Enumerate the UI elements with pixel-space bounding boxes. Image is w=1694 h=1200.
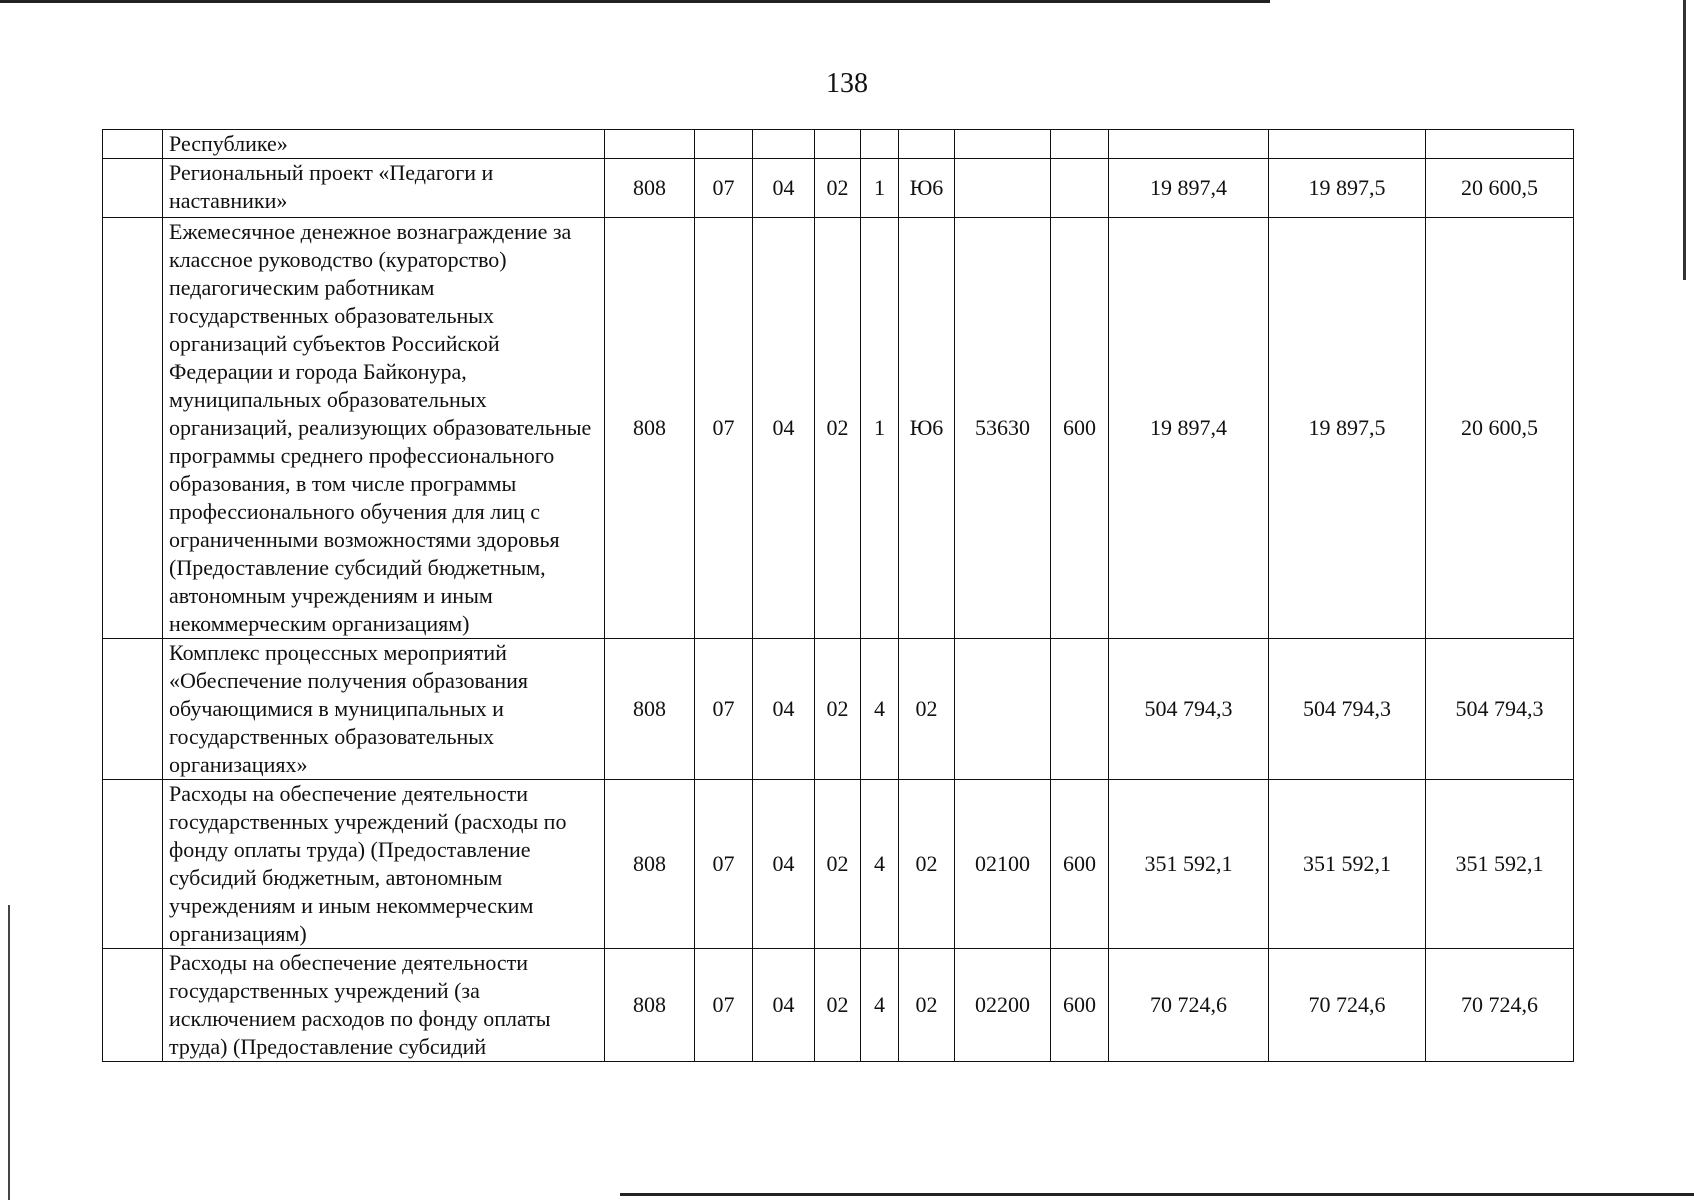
value-year-2: 19 897,5 [1269, 159, 1426, 218]
value-year-3: 70 724,6 [1426, 949, 1574, 1062]
row-name: Комплекс процессных мероприятий «Обеспечение получения образования обучающимися в муниципальных и государственных образовательных организациях» [163, 639, 605, 780]
value-year-3: 504 794,3 [1426, 639, 1574, 780]
code-subsection: 04 [753, 159, 815, 218]
value-year-3 [1426, 130, 1574, 159]
code-project: Ю6 [899, 218, 955, 639]
row-index-cell [103, 949, 163, 1062]
code-type: 4 [861, 949, 899, 1062]
value-year-2: 19 897,5 [1269, 218, 1426, 639]
value-year-2: 504 794,3 [1269, 639, 1426, 780]
code-section: 07 [695, 218, 753, 639]
code-program [815, 130, 861, 159]
table-row [103, 780, 1574, 949]
value-year-3: 20 600,5 [1426, 218, 1574, 639]
code-type: 1 [861, 159, 899, 218]
code-section: 07 [695, 949, 753, 1062]
scan-edge-left [8, 905, 10, 1200]
row-index-cell [103, 159, 163, 218]
code-project: 02 [899, 949, 955, 1062]
table-row [103, 639, 1574, 780]
value-year-1: 504 794,3 [1109, 639, 1269, 780]
code-direction: 02200 [955, 949, 1051, 1062]
code-program: 02 [815, 780, 861, 949]
code-direction [955, 159, 1051, 218]
code-ministry [605, 130, 695, 159]
value-year-1: 70 724,6 [1109, 949, 1269, 1062]
code-project: 02 [899, 780, 955, 949]
code-project: 02 [899, 639, 955, 780]
code-program: 02 [815, 218, 861, 639]
code-program: 02 [815, 159, 861, 218]
table-row [103, 218, 1574, 639]
scan-edge-top [0, 0, 1270, 3]
code-type: 1 [861, 218, 899, 639]
code-ministry: 808 [605, 780, 695, 949]
code-subsection: 04 [753, 949, 815, 1062]
row-index-cell [103, 780, 163, 949]
value-year-1: 351 592,1 [1109, 780, 1269, 949]
code-subsection: 04 [753, 218, 815, 639]
code-ministry: 808 [605, 639, 695, 780]
code-direction: 02100 [955, 780, 1051, 949]
page-number: 138 [826, 68, 868, 99]
code-project [899, 130, 955, 159]
code-expense-type: 600 [1051, 218, 1109, 639]
code-type [861, 130, 899, 159]
row-index-cell [103, 639, 163, 780]
code-ministry: 808 [605, 949, 695, 1062]
scan-edge-right [1683, 0, 1686, 280]
value-year-1: 19 897,4 [1109, 159, 1269, 218]
code-expense-type [1051, 130, 1109, 159]
table-row [103, 130, 1574, 159]
code-subsection: 04 [753, 780, 815, 949]
code-section: 07 [695, 159, 753, 218]
row-name: Ежемесячное денежное вознаграждение за классное руководство (кураторство) педагогическим работникам государственных образовательных организаций субъектов Российской Федерации и города Байконура, муниципальных образовательных организаций, реализующих образовательные программы среднего профессионального образования, в том числе программы профессионального обучения для лиц с ограниченными возможностями здоровья (Предоставление субсидий бюджетным, автономным учреждениям и иным некоммерческим организациям) [163, 218, 605, 639]
code-ministry: 808 [605, 159, 695, 218]
code-section: 07 [695, 639, 753, 780]
code-direction [955, 639, 1051, 780]
code-subsection: 04 [753, 639, 815, 780]
row-index-cell [103, 218, 163, 639]
code-expense-type [1051, 159, 1109, 218]
value-year-1 [1109, 130, 1269, 159]
code-section [695, 130, 753, 159]
scan-edge-bottom [620, 1193, 1694, 1196]
value-year-1: 19 897,4 [1109, 218, 1269, 639]
code-direction [955, 130, 1051, 159]
row-index-cell [103, 130, 163, 159]
code-subsection [753, 130, 815, 159]
value-year-2: 351 592,1 [1269, 780, 1426, 949]
row-name: Региональный проект «Педагоги и наставники» [163, 159, 605, 218]
code-project: Ю6 [899, 159, 955, 218]
row-name: Республике» [163, 130, 605, 159]
row-name: Расходы на обеспечение деятельности государственных учреждений (за исключением расходов по фонду оплаты труда) (Предоставление субсидий [163, 949, 605, 1062]
code-expense-type: 600 [1051, 780, 1109, 949]
value-year-2 [1269, 130, 1426, 159]
code-type: 4 [861, 780, 899, 949]
value-year-3: 20 600,5 [1426, 159, 1574, 218]
code-program: 02 [815, 639, 861, 780]
table-row [103, 159, 1574, 218]
budget-table [102, 129, 1574, 1062]
code-expense-type: 600 [1051, 949, 1109, 1062]
code-type: 4 [861, 639, 899, 780]
code-section: 07 [695, 780, 753, 949]
value-year-2: 70 724,6 [1269, 949, 1426, 1062]
code-ministry: 808 [605, 218, 695, 639]
code-direction: 53630 [955, 218, 1051, 639]
table-row [103, 949, 1574, 1062]
code-program: 02 [815, 949, 861, 1062]
value-year-3: 351 592,1 [1426, 780, 1574, 949]
code-expense-type [1051, 639, 1109, 780]
row-name: Расходы на обеспечение деятельности государственных учреждений (расходы по фонду оплаты труда) (Предоставление субсидий бюджетным, автономным учреждениям и иным некоммерческим организациям) [163, 780, 605, 949]
